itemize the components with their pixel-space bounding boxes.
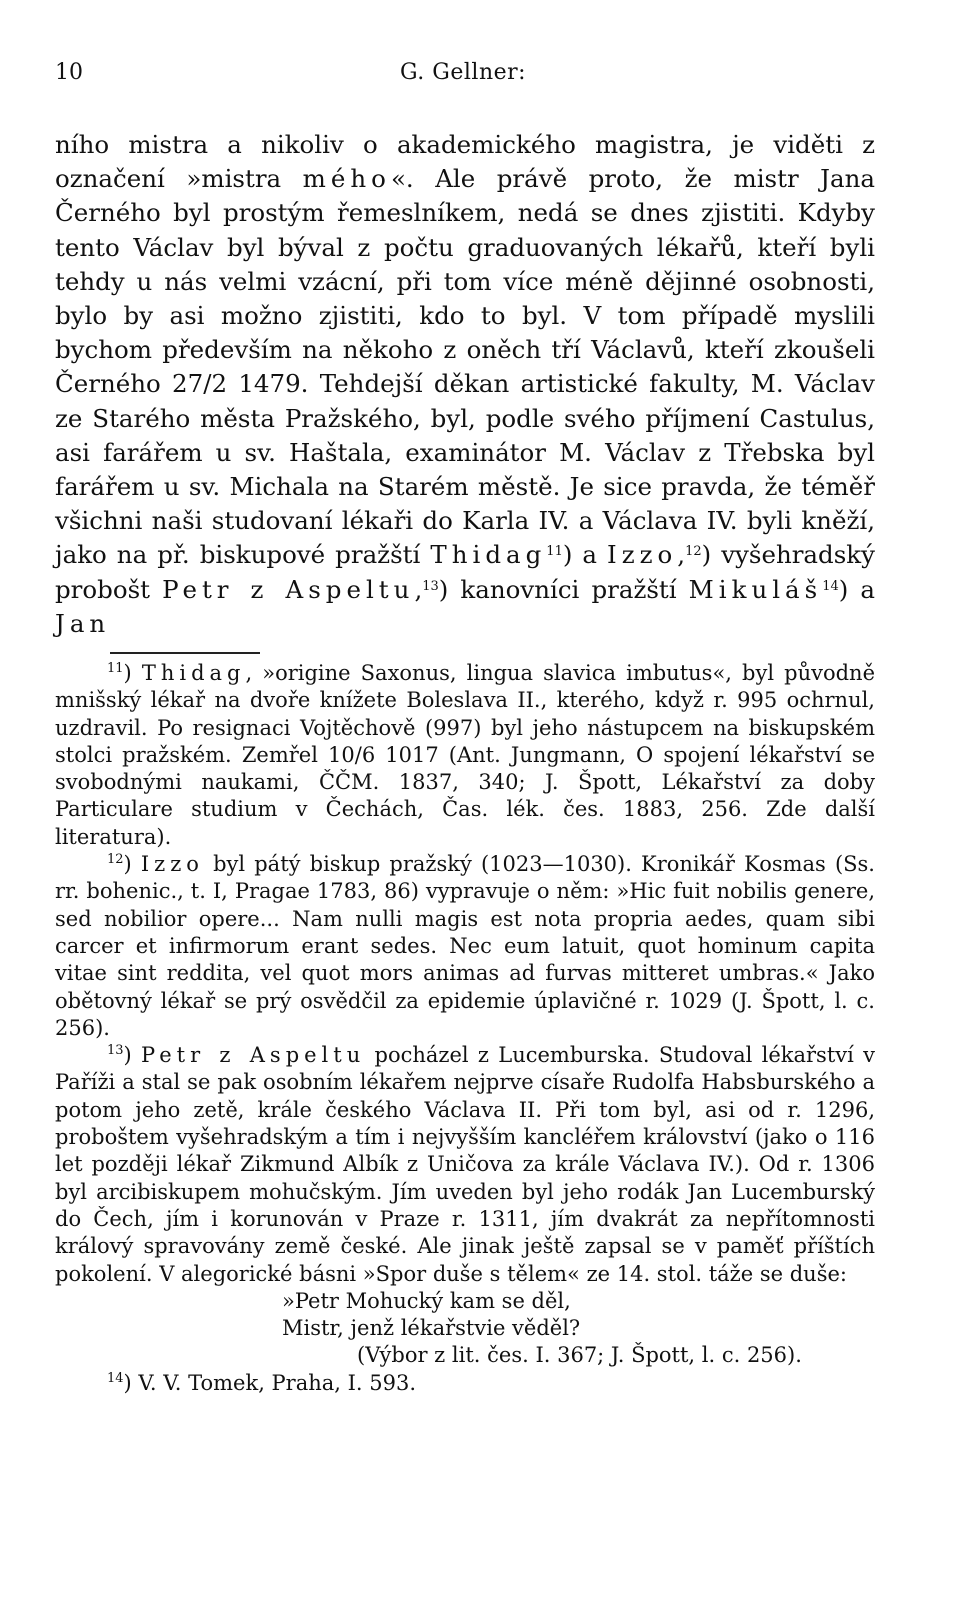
verse-line-2: Mistr, jenž lékařstvie věděl? [282, 1316, 581, 1341]
footnote-marker: 14 [107, 1370, 124, 1386]
footnote-ref-12[interactable]: 12 [685, 544, 702, 560]
name-izzo: Izzo [607, 540, 678, 570]
footnote-14: $^{14}$) V. V. Tomek, Praha, I. 593. [107, 1370, 417, 1395]
text-run: ního mistra a nikoliv o akademického magistra, je viděti z označení »mistra [55, 130, 875, 194]
verse-citation: (Výbor z lit. čes. I. 367; J. Špott, l. c. 256). [357, 1343, 802, 1368]
main-text [55, 128, 875, 641]
text-run: ) a [838, 574, 875, 604]
footnotes [55, 660, 875, 1397]
verse-line-1: »Petr Mohucký kam se děl, [282, 1288, 571, 1313]
footnote-ref-13[interactable]: 13 [422, 578, 439, 594]
text-run: ) a [562, 540, 608, 570]
footnote-marker: 12 [107, 852, 124, 868]
page-header [55, 60, 875, 94]
text-run: «. Ale právě proto, že mistr Jana Černého byl prostým řemeslníkem, nedá se dnes zjistiti. Kdyby tento Václav byl býval z počtu graduovaných lékařů, kteří byli tehdy u nás velmi vzácní, při tom více méně dějinné osobnosti, bylo by asi možno zjistiti, kdo to byl. V tom případě myslili bychom především na někoho z oněch tří Václavů, kteří zkoušeli Černého 27/2 1479. Tehdejší děkan artistické fakulty, M. Václav ze Starého města Pražského, byl, podle svého příjmení Castulus, asi farářem u sv. Haštala, examinátor M. Václav z Třebska byl farářem u sv. Michala na Starém městě. Je sice pravda, že téměř všichni naši studovaní lékaři do Karla IV. a Václava IV. byli kněží, jako na př. biskupové pražští [55, 164, 876, 570]
footnote-ref-14[interactable]: 14 [822, 578, 839, 594]
text-run: ) kanovníci pražští [438, 574, 689, 604]
name-jan: Jan [55, 608, 111, 638]
spaced-word-meho: mého [302, 164, 391, 194]
text-run: ) vyšehradský probošt [55, 540, 875, 604]
footnote-text: , »origine Saxonus, lingua slavica imbutus«, byl původně mnišský lékař na dvoře knížete Boleslava II., kterého, když r. 995 ochrnul, uzdravil. Po resignaci Vojtěchově (997) byl jeho nástupcem na biskupském stolci pražském. Zemřel 10/6 1017 (Ant. Jungmann, O spojení lékařství se svobodnými naukami, ČČM. 1837, 340; J. Špott, Lékařství za doby Particulare studium v Čechách, Čas. lék. čes. 1883, 256. Zde další literatura). [55, 661, 876, 849]
running-head: G. Gellner: [400, 60, 527, 85]
footnote-ref-11[interactable]: 11 [546, 544, 563, 560]
footnote-marker: 11 [107, 661, 124, 676]
footnote-divider [110, 652, 260, 654]
footnote-12: $^{12}$) Izzo byl pátý biskup pražský (1023—1030). Kronikář Kosmas (Ss. rr. bohenic., t. I, Pragae 1783, 86) vypravuje o něm: »Hic fuit nobilis genere, sed nobilior opere... Nam nulli magis est nota propria aedes, quam sibi carcer et infirmorum erant sedes. Nec eum latuit, quot hominum capita vitae sint reddita, vel quot mors animas ad furvas mitteret umbras.« Jako obětovný lékař se prý osvědčil za epidemie úplavičné r. 1029 (J. Špott, l. c. 256). [55, 852, 875, 1040]
footnote-text: V. V. Tomek, Praha, I. 593. [131, 1370, 417, 1395]
footnote-text: pocházel z Lucemburska. Studoval lékařství v Paříži a stal se pak osobním lékařem nejprve císaře Rudolfa Habsburského a potom jeho zetě, krále českého Václava II. Při tom byl, asi od r. 1296, proboštem vyšehradským a tím i nejvyšším kancléřem království (jako o 116 let později lékař Zikmund Albík z Uničova za krále Václava IV.). Od r. 1306 byl arcibiskupem mohučským. Jím uveden byl jeho rodák Jan Lucemburský do Čech, jím i korunován v Praze r. 1311, jím dvakrát za nepřítomnosti králový spravovány země české. Ale jinak ještě zapsal se v paměť příštích pokolení. V alegorické básni »Spor duše s tělem« ze 14. stol. táže se duše: [55, 1043, 876, 1286]
footnote-marker: 13 [107, 1043, 124, 1059]
verse-quote [55, 1288, 875, 1370]
footnote-name: Izzo [140, 852, 204, 877]
name-mikulas: Mikuláš [688, 574, 823, 604]
page-number: 10 [55, 60, 83, 85]
main-paragraph [55, 128, 875, 641]
name-petr-z-aspeltu: Petr z Aspeltu [162, 574, 415, 604]
footnote-name: Petr z Aspeltu [141, 1043, 366, 1068]
name-thidag: Thidag [430, 540, 547, 570]
text-run: , [677, 540, 686, 570]
footnote-name: Thidag [141, 661, 246, 685]
footnote-11: $^{11}$) Thidag, »origine Saxonus, lingua slavica imbutus«, byl původně mnišský lékař na dvoře knížete Boleslava II., kterého, když r. 995 ochrnul, uzdravil. Po resignaci Vojtěchově (997) byl jeho nástupcem na biskupském stolci pražském. Zemřel 10/6 1017 (Ant. Jungmann, O spojení lékařství se svobodnými naukami, ČČM. 1837, 340; J. Špott, Lékařství za doby Particulare studium v Čechách, Čas. lék. čes. 1883, 256. Zde další literatura). [55, 661, 876, 849]
footnote-13: $^{13}$) Petr z Aspeltu pocházel z Lucemburska. Studoval lékařství v Paříži a stal se pak osobním lékařem nejprve císaře Rudolfa Habsburského a potom jeho zetě, krále českého Václava II. Při tom byl, asi od r. 1296, proboštem vyšehradským a tím i nejvyšším kancléřem království (jako o 116 let později lékař Zikmund Albík z Uničova za krále Václava IV.). Od r. 1306 byl arcibiskupem mohučským. Jím uveden byl jeho rodák Jan Lucemburský do Čech, jím i korunován v Praze r. 1311, jím dvakrát za nepřítomnosti králový spravovány země české. Ale jinak ještě zapsal se v paměť příštích pokolení. V alegorické básni »Spor duše s tělem« ze 14. stol. táže se duše: [55, 1043, 876, 1286]
footnote-text: byl pátý biskup pražský (1023—1030). Kronikář Kosmas (Ss. rr. bohenic., t. I, Pragae 1783, 86) vypravuje o něm: »Hic fuit nobilis genere, sed nobilior opere... Nam nulli magis est nota propria aedes, quam sibi carcer et infirmorum erant sedes. Nec eum latuit, quot hominum capita vitae sint reddita, vel quot mors animas ad furvas mitteret umbras.« Jako obětovný lékař se prý osvědčil za epidemie úplavičné r. 1029 (J. Špott, l. c. 256). [55, 852, 875, 1040]
text-run: , [414, 574, 423, 604]
